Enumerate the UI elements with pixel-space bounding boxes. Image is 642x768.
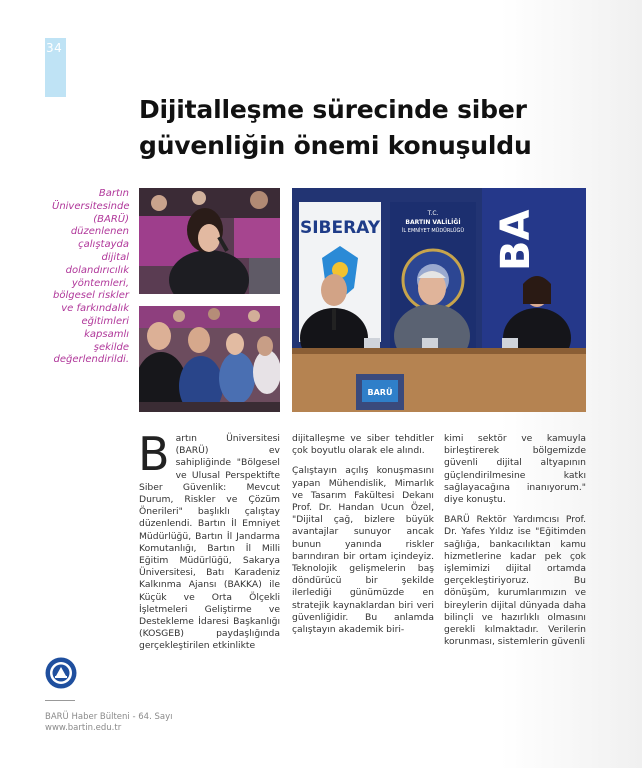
footer-rule (45, 700, 75, 701)
sidequote-line: düzenlenen (70, 226, 129, 238)
sidequote-line: şekilde (93, 341, 129, 353)
photo-students-audience (139, 306, 280, 412)
side-pull-quote (52, 188, 129, 367)
sidequote-line: dijital (101, 251, 129, 263)
banner-emniyet-text: İL EMNİYET MÜDÜRLÜĞÜ (401, 228, 465, 234)
footer-publication: BARÜ Haber Bülteni - 64. Sayı (45, 712, 173, 722)
banner-ba-text: BA (493, 209, 539, 271)
university-logo-icon (45, 657, 77, 689)
banner-tc-text: T.C. (427, 210, 439, 217)
footer-website-link[interactable]: www.bartin.edu.tr (45, 723, 122, 733)
title-line-1: Dijitalleşme sürecinde siber (139, 95, 527, 124)
sidequote-line: (BARÜ) (93, 213, 129, 225)
sidequote-line: bölgesel riskler (53, 290, 129, 302)
article-paragraph: dijitalleşme ve siber tehditler çok boyutlu olarak ele alındı. (292, 433, 434, 457)
article-paragraph: Çalıştayın açılış konuşmasını yapan Mühendislik, Mimarlık ve Tasarım Fakültesi Dekanı Prof. Dr. Handan Ucun Özel, "Dijital çağ, bizlere büyük avantajlar sunuyor ancak bunun yanında riskler barındıran bir ortam içindeyiz. Teknolojik gelişmelerin baş döndürücü bir şekilde ilerlediği günümüzde en stratejik kaynaklardan biri veri güvenliğidir. Bu anlamda çalıştayın akademik biri- (292, 465, 434, 636)
article-title (139, 92, 579, 164)
article-paragraph (138, 427, 280, 653)
article-column-1 (138, 427, 280, 661)
drop-cap: B (138, 427, 170, 481)
title-line-2: güvenliğin önemi konuşuldu (139, 131, 532, 160)
article-paragraph: kimi sektör ve kamuyla birleştirerek bölgemizde güvenli dijital altyapının güçlendirilmesine katkı sağlayacağına inanıyorum." diye konuştu. (444, 433, 586, 506)
article-text: artın Üniversitesi (BARÜ) ev sahipliğinde "Bölgesel ve Ulusal Perspektifte Siber Güvenlik: Mevcut Durum, Riskler ve Çözüm Önerileri" başlıklı çalıştay düzenlendi. Bartın İl Emniyet Müdürlüğü, Bartın İl Jandarma Komutanlığı, Bartın İl Milli Eğitim Müdürlüğü, Sakarya Üniversitesi, Batı Karadeniz Kalkınma Ajansı (BAKKA) ile Küçük ve Orta Ölçekli İşletmeleri Geliştirme ve Destekleme İdaresi Başkanlığı (KOSGEB) paydaşlığında gerçekleştirilen etkinlikte (139, 433, 280, 652)
sidequote-line: kapsamlı (84, 328, 129, 340)
banner-siberay-text: SIBERAY (299, 218, 381, 238)
sidequote-line: dolandırıcılık (65, 264, 129, 276)
sidequote-line: yöntemleri, (71, 277, 129, 289)
article-paragraph: BARÜ Rektör Yardımcısı Prof. Dr. Yafes Yıldız ise "Eğitimden sağlığa, bankacılıktan kamu hizmetlerine kadar pek çok işlemimizi dijital ortamda gerçekleştiriyoruz. Bu dönüşüm, kurumlarımızın ve bireylerin dijital dünyada daha bilinçli ve hazırlıklı olmasını gerekli kılmaktadır. Verilerin korunması, sistemlerin güvenli (444, 514, 586, 648)
article-column-3 (444, 433, 586, 656)
article-column-2 (292, 433, 434, 644)
footer (45, 712, 172, 734)
photo-panel-stage (292, 188, 586, 412)
sidequote-line: Üniversitesinde (52, 200, 130, 212)
sidequote-line: eğitimleri (81, 315, 129, 327)
photo-audience-speaker (139, 188, 280, 294)
podium-baru-text: BARÜ (367, 388, 393, 397)
banner-valilik-text: BARTIN VALİLİĞİ (405, 219, 461, 226)
sidequote-line: değerlendirildi. (53, 354, 129, 366)
sidequote-line: Bartın (98, 188, 129, 199)
page-number: 34 (46, 41, 63, 55)
sidequote-line: çalıştayda (78, 239, 129, 251)
sidequote-line: ve farkındalık (61, 303, 129, 315)
